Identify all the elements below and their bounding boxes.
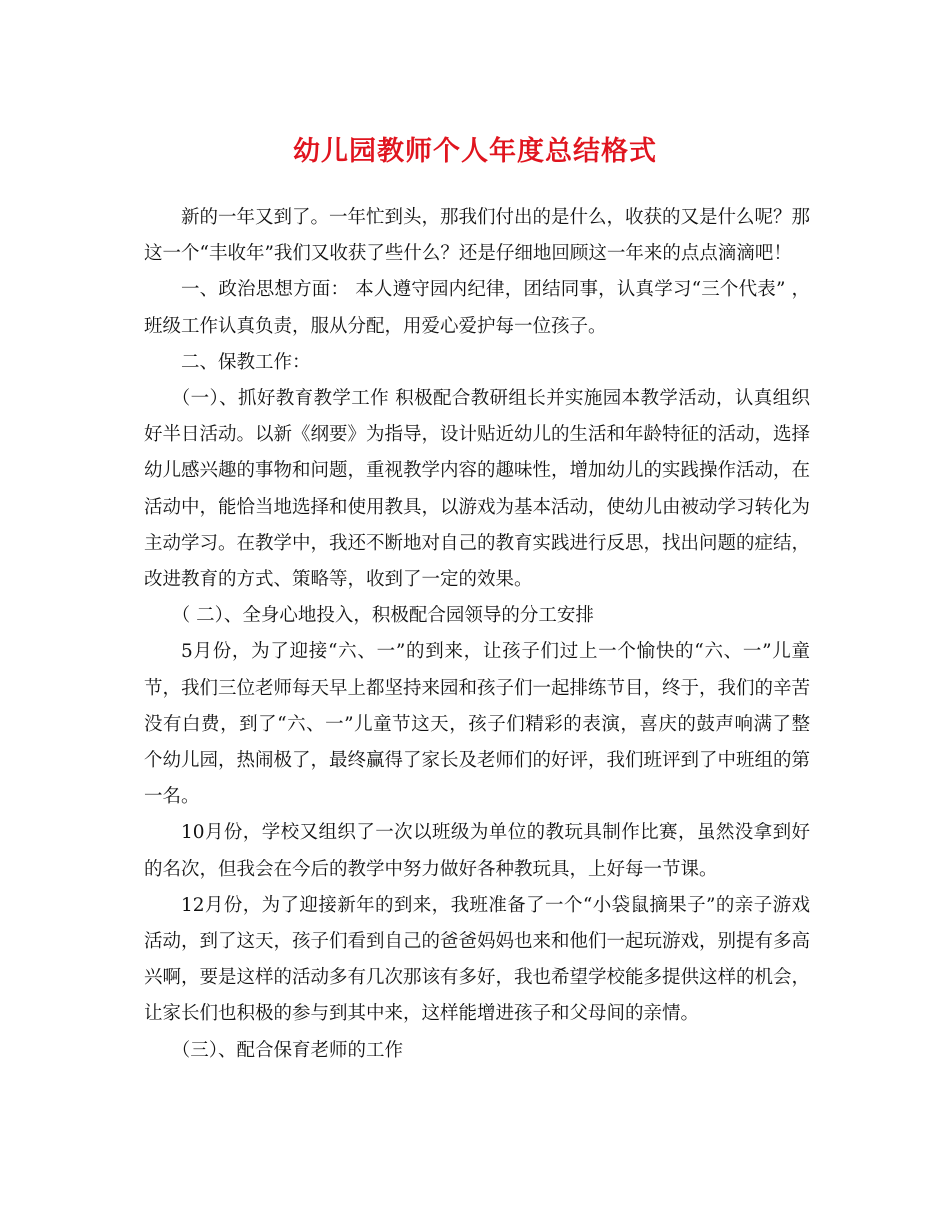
paragraph-political: 一、政治思想方面： 本人遵守园内纪律，团结同事，认真学习“三个代表” ，班级工作认真负责，服从分配，用爱心爱护每一位孩子。	[144, 279, 810, 337]
paragraph-december: 12月份，为了迎接新年的到来，我班准备了一个“小袋鼠摘果子”的亲子游戏活动，到了这天，孩子们看到自己的爸爸妈妈也来和他们一起玩游戏，别提有多高兴啊，要是这样的活动多有几次那该有多好，我也希望学校能多提供这样的机会，让家长们也积极的参与到其中来，这样能增进孩子和父母间的亲情。	[144, 894, 811, 1025]
paragraph-intro: 新的一年又到了。一年忙到头，那我们付出的是什么，收获的又是什么呢？那这一个“丰收年”我们又收获了些什么？还是仔细地回顾这一年来的点点滴滴吧！	[144, 207, 811, 265]
paragraph-heading-two: （ 二）、全身心地投入，积极配合园领导的分工安排	[171, 605, 594, 627]
paragraph-heading-three: （三）、配合保育老师的工作	[171, 1039, 404, 1061]
document-title: 幼儿园教师个人年度总结格式	[293, 136, 657, 167]
paragraph-may: 5月份，为了迎接“六、一”的到来，让孩子们过上一个愉快的“六、一”儿童节，我们三位老师每天早上都坚持来园和孩子们一起排练节目，终于，我们的辛苦没有白费，到了“六、一”儿童节这天，孩子们精彩的表演，喜庆的鼓声响满了整个幼儿园，热闹极了，最终赢得了家长及老师们的好评，我们班评到了中班组的第一名。	[144, 641, 811, 808]
paragraph-october: 10月份，学校又组织了一次以班级为单位的教玩具制作比赛，虽然没拿到好的名次，但我会在今后的教学中努力做好各种教玩具，上好每一节课。	[144, 822, 810, 880]
document-body	[144, 200, 810, 1069]
paragraph-teaching-one: （一）、抓好教育教学工作 积极配合教研组长并实施园本教学活动，认真组织好半日活动。以新《纲要》为指导，设计贴近幼儿的生活和年龄特征的活动，选择幼儿感兴趣的事物和问题，重视教学内容的趣味性，增加幼儿的实践操作活动，在活动中，能恰当地选择和使用教具，以游戏为基本活动，使幼儿由被动学习转化为主动学习。在教学中，我还不断地对自己的教育实践进行反思，找出问题的症结，改进教育的方式、策略等，收到了一定的效果。	[144, 388, 811, 591]
paragraph-heading-teaching: 二、保教工作：	[181, 351, 311, 373]
